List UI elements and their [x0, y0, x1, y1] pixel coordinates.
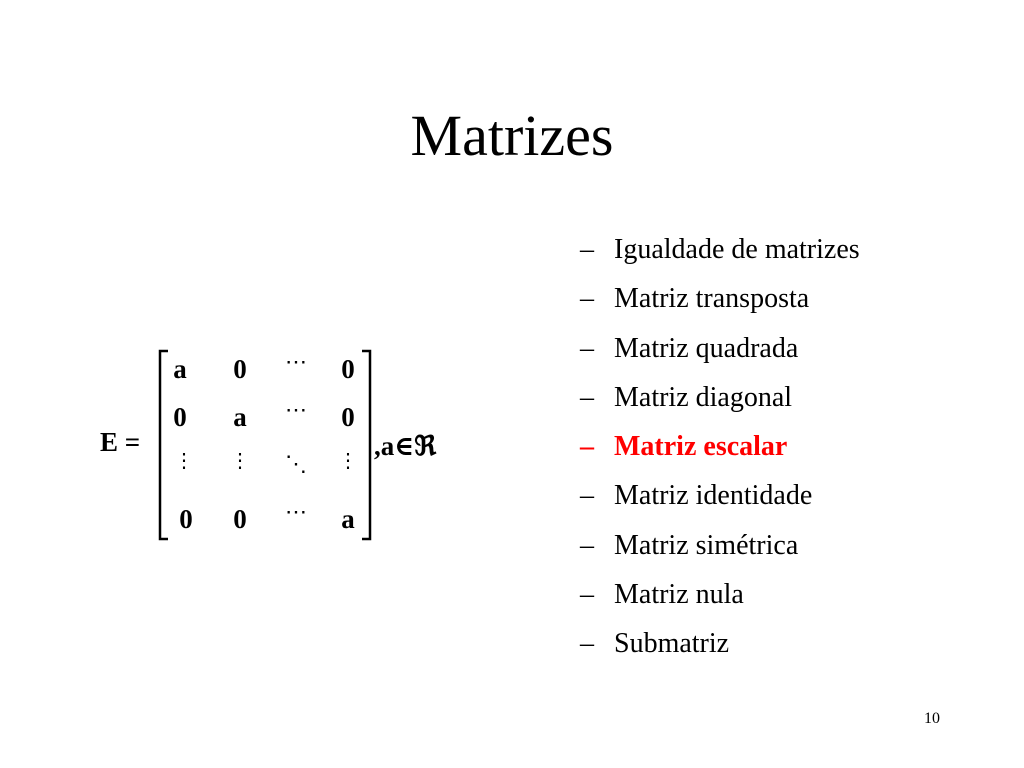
dash-bullet: – [580, 332, 594, 364]
matrix-cell: 0 [179, 504, 193, 534]
topic-label: Matriz simétrica [614, 529, 799, 561]
equation-rhs: ,a∈ℜ [374, 431, 437, 461]
topic-label: Matriz transposta [614, 283, 810, 315]
matrix-cell: 0 [233, 354, 247, 384]
dash-bullet: – [580, 381, 594, 413]
slide-title: Matrizes [410, 103, 614, 168]
list-item [580, 622, 860, 671]
topic-label: Matriz escalar [614, 431, 788, 463]
matrix-cell: ⋱ [285, 451, 307, 476]
list-item [580, 524, 860, 573]
matrix-cell: ⋯ [285, 397, 307, 422]
list-item [580, 376, 860, 425]
topic-label: Matriz diagonal [614, 381, 793, 413]
list-item [580, 228, 860, 277]
dash-bullet: – [580, 579, 594, 611]
matrix-cell: a [173, 354, 187, 384]
matrix-cell: 0 [341, 402, 355, 432]
matrix-cell: ⋮ [174, 450, 194, 472]
page-number: 10 [924, 710, 940, 727]
list-item [580, 327, 860, 376]
matrix-cell: a [233, 402, 247, 432]
list-item [580, 277, 860, 326]
dash-bullet: – [580, 529, 594, 561]
matrix-cell: a [341, 504, 355, 534]
matrix-cell: ⋮ [338, 450, 358, 472]
matrix-cell: 0 [341, 354, 355, 384]
dash-bullet: – [580, 628, 594, 660]
topic-list [580, 228, 860, 672]
dash-bullet: – [580, 234, 594, 265]
list-item [580, 573, 860, 622]
topic-label: Matriz nula [614, 579, 744, 611]
topic-label: Matriz quadrada [614, 332, 799, 364]
matrix-cell: ⋯ [285, 349, 307, 374]
matrix-cell: ⋮ [230, 450, 250, 472]
topic-label: Submatriz [614, 628, 730, 660]
matrix-cell: 0 [233, 504, 247, 534]
scalar-matrix-equation [100, 345, 470, 545]
list-item [580, 474, 860, 523]
dash-bullet: – [580, 480, 594, 512]
matrix-cell: 0 [173, 402, 187, 432]
dash-bullet: – [580, 431, 594, 463]
topic-label: Igualdade de matrizes [614, 234, 860, 265]
matrix-cell: ⋯ [285, 499, 307, 524]
topic-label: Matriz identidade [614, 480, 813, 512]
dash-bullet: – [580, 283, 594, 315]
list-item [580, 425, 860, 474]
equation-lhs: E = [100, 427, 141, 457]
